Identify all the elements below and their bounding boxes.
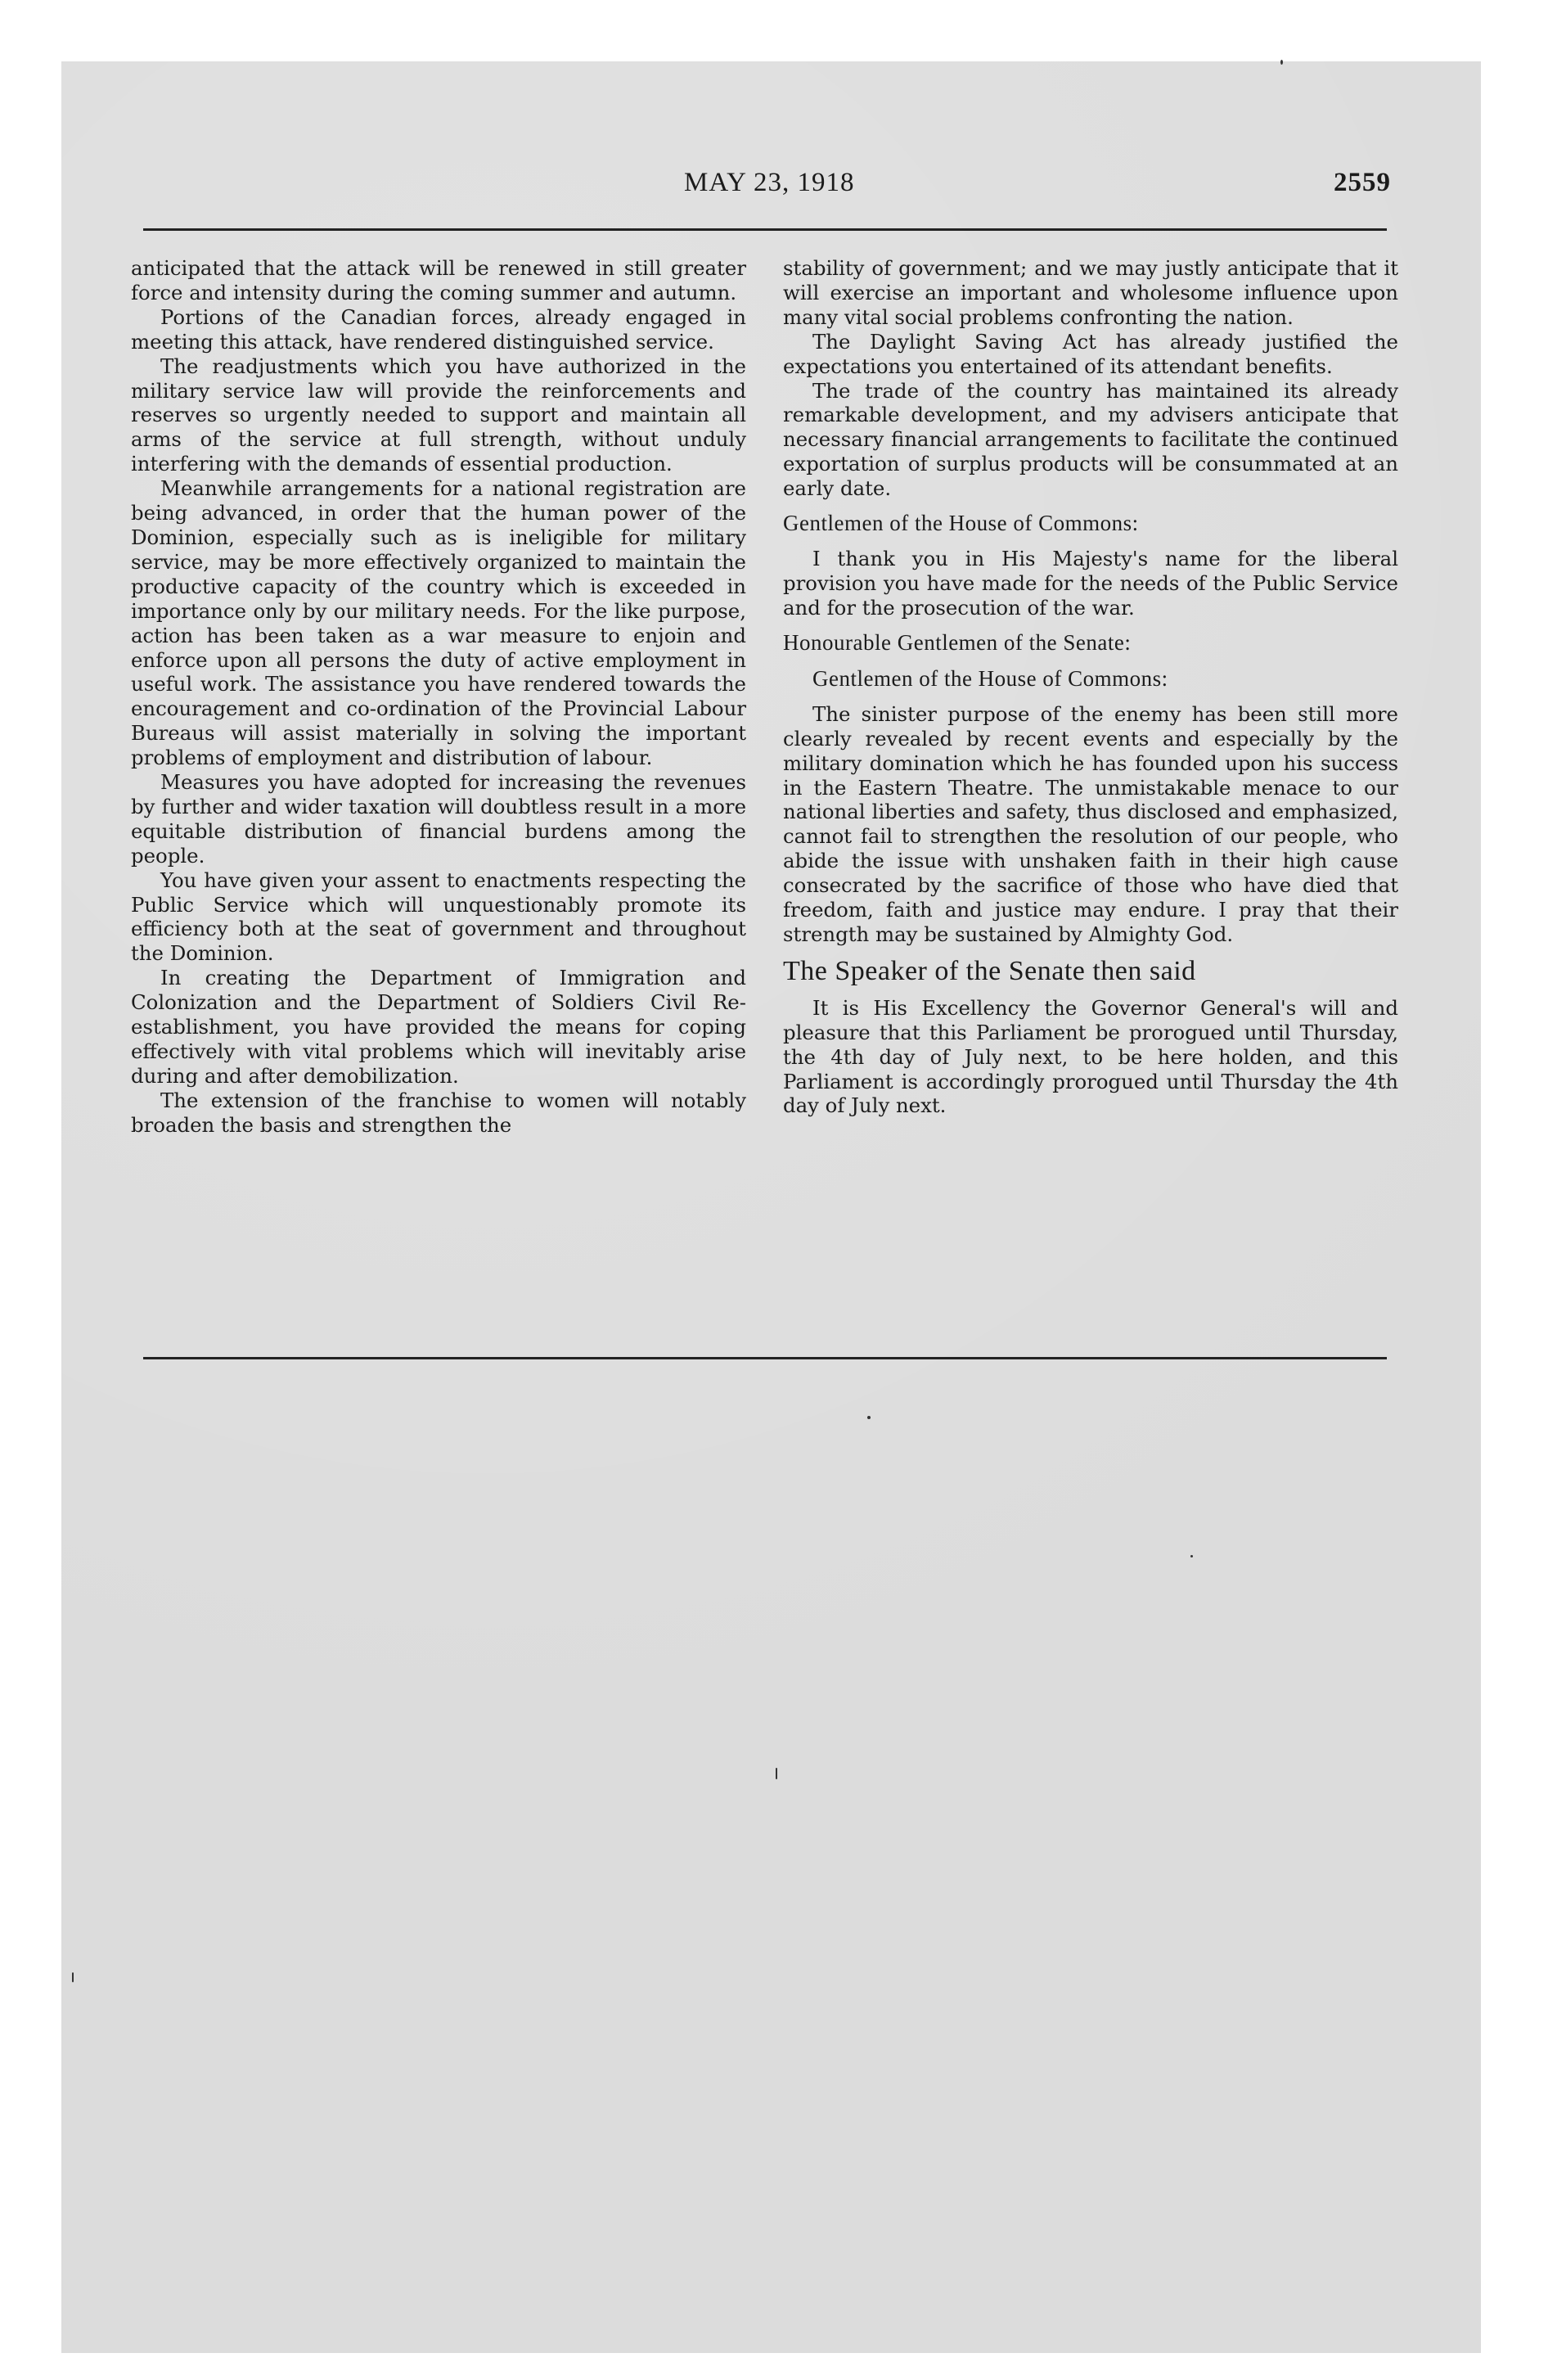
paragraph: anticipated that the attack will be renewed in still greater force and intensity during the coming summer and autumn. (131, 256, 746, 304)
paragraph: It is His Excellency the Governor General's will and pleasure that this Parliament be prorogued until Thursday, the 4th day of July next, to be here holden, and this Parliament is accordingly prorogued until Thursday the 4th day of July next. (783, 995, 1398, 1118)
paragraph: The Daylight Saving Act has already justified the expectations you entertained of its attendant benefits. (783, 329, 1398, 378)
paragraph: Meanwhile arrangements for a national registration are being advanced, in order that the human power of the Dominion, especially such as is ineligible for military service, may be more effectively organized to maintain the productive capacity of the country which is exceeded in importance only by our military needs. For the like purpose, action has been taken as a war measure to enjoin and enforce upon all persons the duty of active employment in useful work. The assistance you have rendered towards the encouragement and co-ordination of the Provincial Labour Bureaus will assist materially in solving the important problems of employment and distribution of labour. (131, 476, 746, 770)
left-column (131, 256, 746, 1138)
salutation-commons-2: Gentlemen of the House of Commons: (812, 665, 1168, 691)
paragraph: Portions of the Canadian forces, already engaged in meeting this attack, have rendered distinguished service. (131, 304, 746, 354)
paragraph: The trade of the country has maintained its already remarkable development, and my advisers anticipate that necessary financial arrangements to facilitate the continued exportation of surplus products will be consummated at an early date. (783, 378, 1398, 501)
scan-speck (867, 1416, 871, 1419)
paragraph: You have given your assent to enactments respecting the Public Service which will unquestionably promote its efficiency both at the seat of government and throughout the Dominion. (131, 868, 746, 966)
footer-rule (143, 1357, 1387, 1359)
header-date: MAY 23, 1918 (684, 168, 855, 197)
scan-speck (1280, 60, 1283, 65)
page-header (655, 168, 1391, 201)
scan-speck (1190, 1555, 1193, 1557)
salutation-commons: Gentlemen of the House of Commons: (783, 511, 1139, 536)
scan-speck (776, 1768, 777, 1779)
paragraph: Measures you have adopted for increasing the revenues by further and wider taxation will doubtless result in a more equitable distribution of financial burdens among the people. (131, 770, 746, 868)
scan-speck (72, 1972, 74, 1982)
paragraph: The readjustments which you have authorized in the military service law will provide the reinforcements and reserves so urgently needed to support and maintain all arms of the service at full strength, without unduly interfering with the demands of essential production. (131, 354, 746, 476)
paragraph: stability of government; and we may justly anticipate that it will exercise an important and wholesome influence upon many vital social problems confronting the nation. (783, 256, 1398, 329)
paragraph: I thank you in His Majesty's name for the liberal provision you have made for the needs of the Public Service and for the prosecution of the war. (783, 547, 1398, 620)
header-rule (143, 228, 1387, 231)
speaker-heading: The Speaker of the Senate then said (783, 955, 1196, 986)
paragraph: The sinister purpose of the enemy has been still more clearly revealed by recent events and especially by the military domination which he has founded upon his success in the Eastern Theatre. The unmistakable menace to our national liberties and safety, thus disclosed and emphasized, cannot fail to strengthen the resolution of our people, who abide the issue with unshaken faith in their high cause consecrated by the sacrifice of those who have died that freedom, faith and justice may endure. I pray that their strength may be sustained by Almighty God. (783, 701, 1398, 946)
right-column (783, 256, 1398, 1118)
paragraph: The extension of the franchise to women will notably broaden the basis and strengthen the (131, 1088, 746, 1137)
salutation-senate: Honourable Gentlemen of the Senate: (783, 629, 1132, 655)
paragraph: In creating the Department of Immigration and Colonization and the Department of Soldiers Civil Re-establishment, you have provided the means for coping effectively with vital problems which will inevitably arise during and after demobilization. (131, 966, 746, 1088)
page-number: 2559 (1334, 168, 1391, 197)
